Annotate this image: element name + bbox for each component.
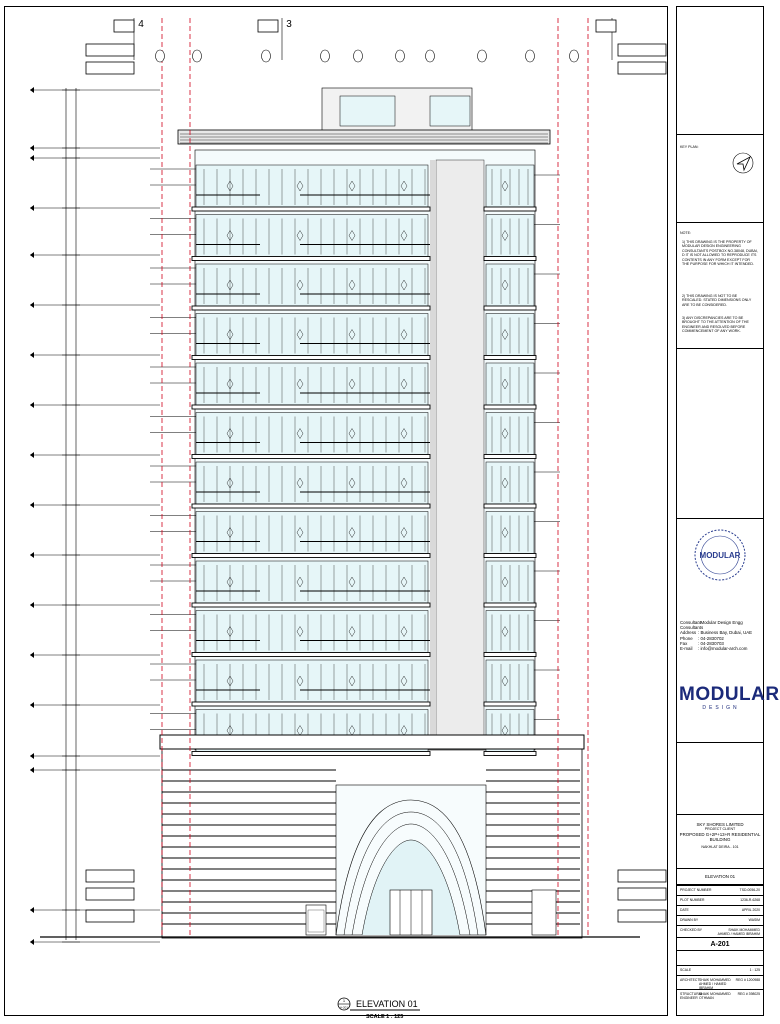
level-tag-box [86,44,134,56]
entrance-arch [336,785,486,935]
roof-bubble [262,50,271,62]
drawing-title: ELEVATION 01 [704,874,736,879]
info-row: DATE APRIL 2020 [677,905,763,915]
roof-bubble [426,50,435,62]
revision-box [677,7,763,135]
consultant-row: E-mail : info@modular-arch.com [680,646,748,652]
project-location: NAKHLAT DEIRA - 101 [701,845,739,850]
roof-bubble [396,50,405,62]
key-plan-label: KEY PLAN: [680,145,699,149]
level-tag-box [114,20,134,32]
modular-logo [679,684,780,712]
level-tag-box [618,888,666,900]
level-tag-box [86,62,134,74]
podium-door-right [532,890,556,935]
client-label: PROJECT CLIENT [704,827,736,832]
level-markers [30,87,160,945]
stamp-seal-icon [692,527,748,583]
info-row: PLOT NUMBER 1236-R-6268 [677,895,763,905]
note-2: 2) THIS DRAWING IS NOT TO BE RESCALED. STATED DIMENSIONS ONLY ARE TO BE CONSIDERED. [682,294,752,307]
note-3: 3) ANY DISCREPANCIES ARE TO BE BROUGHT TO THE ATTENTION OF THE ENGINEER AND RESOLVED BEFORE COMMENCEMENT OF ANY WORK. [682,316,749,334]
project-box [677,815,763,869]
consultant-row: Consultant: Modular Design Engg Consultants [680,620,743,631]
roof-bubble [478,50,487,62]
roof-bubble [526,50,535,62]
consultant-row: Phone : 04-2830702 [680,635,724,641]
signoff-row: STRUCTURAL ENGINEER SHAIK MOHAMMED OTHMAN REG # 398025 [677,989,763,1003]
core-stripe [436,160,484,740]
client-name: SKY SHORES LIMITED [696,822,744,827]
project-title-1: PROPOSED G+2P+13+R RESIDENTIAL [679,831,761,837]
title-block [676,6,780,1016]
level-tag-box [618,870,666,882]
blank-box [677,349,763,519]
info-row: PROJECT NUMBER TSD-0056-20 [677,885,763,895]
roof-bubble [570,50,579,62]
roof-bubble [321,50,330,62]
level-tag-box [86,870,134,882]
podium-door-left [306,905,326,935]
consultant-row: Fax : 04-2830703 [680,640,724,646]
level-tag-box [258,20,278,32]
north-arrow-icon [731,151,755,175]
note-1: 1) THIS DRAWING IS THE PROPERTY OF MODULAR DESIGN ENGINEERING CONSULTANTS POSTBOX NO.38048, DUBAI, D IT IS NOT ALLOWED TO REPRODUCE ITS CONTENTS IN ANY FORM EXCEPT FOR THE PURPOSE FOR WHICH IT INTENDED. [682,240,758,267]
blank-box-2 [677,743,763,815]
grid-label: 4 [138,19,144,30]
roof-glass-right [430,96,470,126]
signoff-row: ARCHITECT SHAIK MOHAMMED AHMED / HAMED IBRAHIM REG # 1200988 [677,975,763,989]
drawing-title-box [677,869,763,885]
notes-box [677,223,763,349]
consultant-row: Address : Business Bay, Dubai, UAE [680,630,753,636]
grid-label: 3 [286,19,292,30]
sheet-number: A-201 [710,941,730,948]
level-tag-box [618,62,666,74]
info-row: CHECKED BY SHAIK MOHAMMED AHMED / HAMED IBRAHIM [677,925,763,937]
view-sheet-ref: A-201 [339,1005,349,1010]
view-title-block [338,998,420,1020]
scale-row: SCALE 1 : 125 [677,965,763,975]
level-tag-box [86,888,134,900]
view-title: ELEVATION 01 [356,999,418,1009]
consultant-details [680,620,764,651]
notes-heading: NOTE: [680,231,691,235]
view-number: 1 [342,998,346,1003]
level-tag-box [596,20,616,32]
consultant-box [677,519,780,743]
level-tag-box [86,910,134,922]
info-row: DRAWN BY WASIM [677,915,763,925]
view-scale: SCALE 1 : 125 [366,1014,404,1020]
roof-bubble [354,50,363,62]
project-title-2: BUILDING [709,836,731,842]
logo-sub: DESIGN [702,705,740,711]
key-plan-box [677,135,763,223]
stamp-logo-text: MODULAR [699,551,741,560]
sheet-number-box [677,937,763,951]
level-tag-box [618,44,666,56]
roof-bubble [193,50,202,62]
roof-glass-left [340,96,395,126]
core-stripe-left [430,160,436,740]
level-tag-box [618,910,666,922]
logo-name: MODULAR [679,684,780,705]
roof-bubble [156,50,165,62]
